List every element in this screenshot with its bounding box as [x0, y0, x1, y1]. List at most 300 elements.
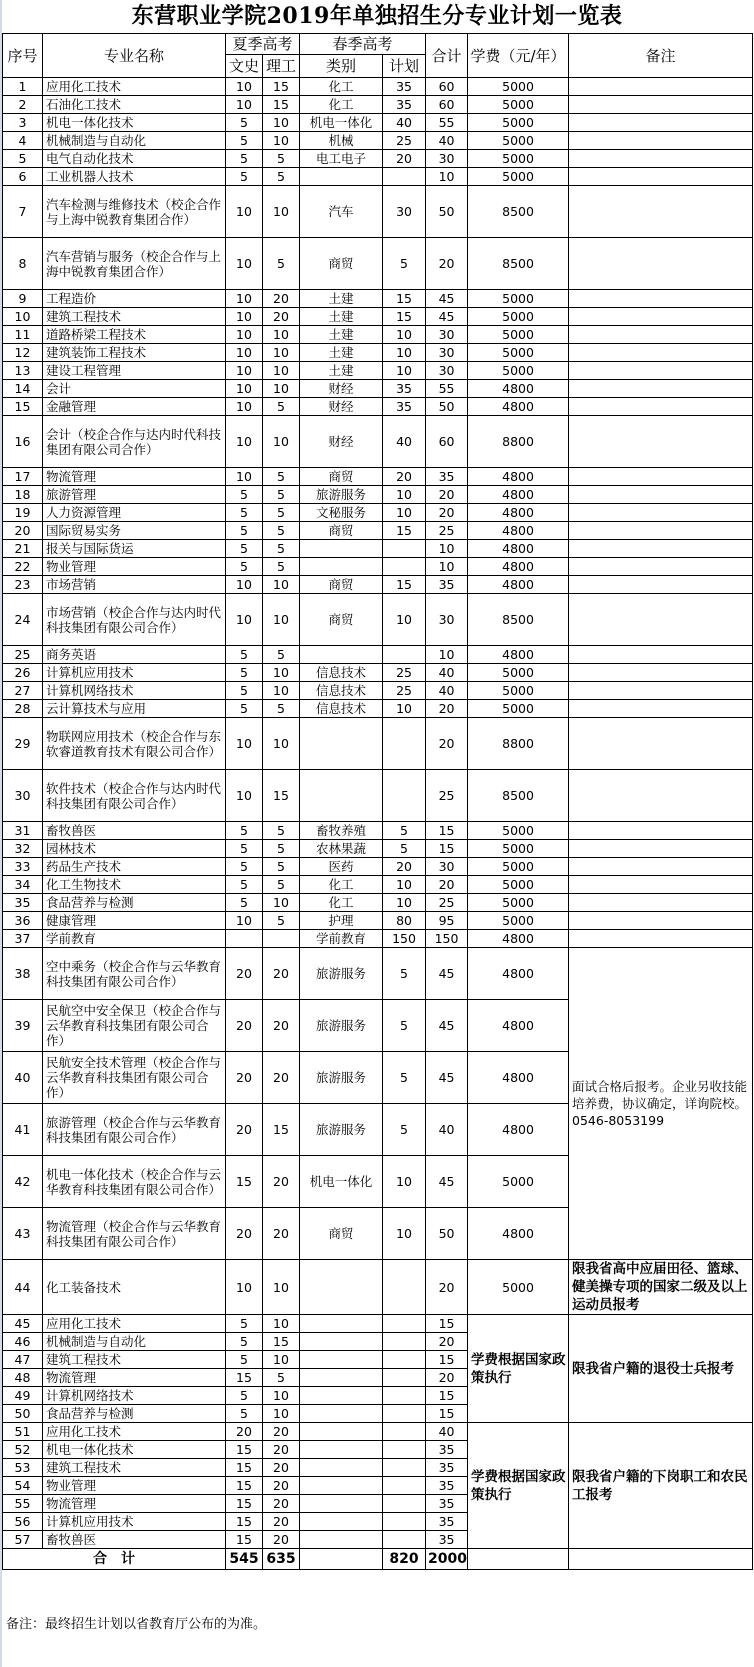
- cell-spring-category: [300, 1477, 383, 1495]
- cell-summer-wenshi: 5: [226, 558, 263, 576]
- cell-fee: 5000: [468, 168, 569, 186]
- cell-spring-category: 土建: [300, 362, 383, 380]
- cell-seq: 45: [3, 1315, 43, 1333]
- cell-summer-wenshi: 10: [226, 594, 263, 646]
- cell-seq: 4: [3, 132, 43, 150]
- cell-spring-plan: 25: [383, 664, 426, 682]
- table-row: [3, 78, 753, 96]
- cell-spring-plan: 10: [383, 1156, 426, 1208]
- table-row: [3, 858, 753, 876]
- cell-summer-ligong: 10: [263, 344, 300, 362]
- cell-summer-wenshi: 10: [226, 1260, 263, 1315]
- cell-seq: 49: [3, 1387, 43, 1405]
- cell-summer-ligong: 5: [263, 150, 300, 168]
- cell-major: 电气自动化技术: [43, 150, 226, 168]
- enrollment-table: [2, 33, 753, 1570]
- table-row: [3, 700, 753, 718]
- cell-major: 国际贸易实务: [43, 522, 226, 540]
- cell-total: 10: [426, 540, 468, 558]
- cell-spring-plan: [383, 1369, 426, 1387]
- cell-spring-plan: 10: [383, 876, 426, 894]
- cell-total: 40: [426, 1104, 468, 1156]
- cell-seq: 16: [3, 416, 43, 468]
- cell-major: 化工装备技术: [43, 1260, 226, 1315]
- cell-summer-wenshi: 5: [226, 504, 263, 522]
- cell-spring-category: 商贸: [300, 1208, 383, 1260]
- cell-seq: 6: [3, 168, 43, 186]
- cell-spring-category: [300, 558, 383, 576]
- cell-summer-wenshi: 20: [226, 1104, 263, 1156]
- cell-summer-wenshi: 10: [226, 380, 263, 398]
- header-summer: 夏季高考: [226, 34, 300, 55]
- cell-summer-wenshi: 5: [226, 114, 263, 132]
- cell-seq: 35: [3, 894, 43, 912]
- cell-notes: [569, 718, 753, 770]
- cell-total: 10: [426, 646, 468, 664]
- cell-total: 20: [426, 700, 468, 718]
- table-row: [3, 290, 753, 308]
- cell-major: 畜牧兽医: [43, 1531, 226, 1549]
- table-row: [3, 930, 753, 948]
- cell-summer-ligong: 10: [263, 1260, 300, 1315]
- cell-fee: 5000: [468, 1156, 569, 1208]
- cell-spring-category: 畜牧养殖: [300, 822, 383, 840]
- cell-major: 物业管理: [43, 558, 226, 576]
- cell-spring-plan: 5: [383, 840, 426, 858]
- cell-spring-plan: [383, 1387, 426, 1405]
- cell-spring-category: 财经: [300, 398, 383, 416]
- cell-summer-wenshi: 5: [226, 822, 263, 840]
- cell-total: 35: [426, 1441, 468, 1459]
- cell-spring-plan: 10: [383, 344, 426, 362]
- cell-total: 45: [426, 290, 468, 308]
- cell-summer-ligong: 10: [263, 894, 300, 912]
- table-row: [3, 362, 753, 380]
- cell-total: 10: [426, 558, 468, 576]
- cell-spring-category: [300, 1260, 383, 1315]
- cell-spring-category: 护理: [300, 912, 383, 930]
- cell-fee: 5000: [468, 326, 569, 344]
- cell-major: 民航空中安全保卫（校企合作与云华教育科技集团有限公司合作）: [43, 1000, 226, 1052]
- cell-fee: 4800: [468, 1052, 569, 1104]
- cell-notes: [569, 576, 753, 594]
- cell-total: 45: [426, 948, 468, 1000]
- cell-total: 60: [426, 416, 468, 468]
- cell-major: 应用化工技术: [43, 1423, 226, 1441]
- cell-seq: 40: [3, 1052, 43, 1104]
- cell-spring-plan: 20: [383, 858, 426, 876]
- cell-spring-plan: 40: [383, 416, 426, 468]
- cell-seq: 10: [3, 308, 43, 326]
- cell-major: 建筑工程技术: [43, 308, 226, 326]
- cell-spring-category: 信息技术: [300, 700, 383, 718]
- cell-spring-plan: 30: [383, 186, 426, 238]
- cell-total: 35: [426, 468, 468, 486]
- cell-total: 20: [426, 504, 468, 522]
- cell-spring-plan: [383, 1495, 426, 1513]
- cell-seq: 43: [3, 1208, 43, 1260]
- cell-notes: [569, 186, 753, 238]
- cell-seq: 55: [3, 1495, 43, 1513]
- cell-summer-ligong: 20: [263, 1156, 300, 1208]
- cell-summer-ligong: 10: [263, 362, 300, 380]
- cell-summer-wenshi: 15: [226, 1369, 263, 1387]
- cell-summer-wenshi: 15: [226, 1477, 263, 1495]
- cell-spring-plan: 35: [383, 380, 426, 398]
- cell-seq: 19: [3, 504, 43, 522]
- cell-spring-category: 财经: [300, 416, 383, 468]
- cell-seq: 7: [3, 186, 43, 238]
- cell-summer-wenshi: 5: [226, 522, 263, 540]
- header-spring-category: 类别: [300, 55, 383, 78]
- cell-major: 物流管理（校企合作与云华教育科技集团有限公司合作）: [43, 1208, 226, 1260]
- cell-notes: [569, 930, 753, 948]
- cell-fee: 4800: [468, 576, 569, 594]
- cell-major: 工业机器人技术: [43, 168, 226, 186]
- table-row: [3, 132, 753, 150]
- cell-total: 50: [426, 1208, 468, 1260]
- cell-spring-category: 土建: [300, 290, 383, 308]
- cell-major: 人力资源管理: [43, 504, 226, 522]
- cell-total: 15: [426, 1387, 468, 1405]
- cell-total: 40: [426, 682, 468, 700]
- table-row: [3, 540, 753, 558]
- cell-major: 汽车检测与维修技术（校企合作与上海中锐教育集团合作）: [43, 186, 226, 238]
- cell-fee: 5000: [468, 682, 569, 700]
- cell-total: 35: [426, 1531, 468, 1549]
- cell-summer-ligong: 10: [263, 718, 300, 770]
- cell-spring-category: [300, 168, 383, 186]
- cell-total: 15: [426, 1315, 468, 1333]
- cell-notes: [569, 700, 753, 718]
- cell-spring-category: 汽车: [300, 186, 383, 238]
- cell-spring-plan: [383, 770, 426, 822]
- cell-notes: [569, 858, 753, 876]
- totals-category: [300, 1549, 383, 1570]
- cell-spring-plan: 20: [383, 150, 426, 168]
- cell-major: 建设工程管理: [43, 362, 226, 380]
- cell-fee: 5000: [468, 308, 569, 326]
- cell-spring-plan: [383, 1441, 426, 1459]
- cell-total: 50: [426, 186, 468, 238]
- cell-major: 商务英语: [43, 646, 226, 664]
- table-row: [3, 150, 753, 168]
- cell-total: 45: [426, 1156, 468, 1208]
- cell-fee: 4800: [468, 504, 569, 522]
- cell-spring-category: [300, 1405, 383, 1423]
- header-total: 合计: [426, 34, 468, 78]
- cell-summer-wenshi: 5: [226, 700, 263, 718]
- cell-summer-wenshi: 5: [226, 1387, 263, 1405]
- notes-athletes: 限我省高中应届田径、篮球、健美操专项的国家二级及以上运动员报考: [569, 1260, 753, 1315]
- cell-spring-plan: 10: [383, 700, 426, 718]
- cell-summer-wenshi: 5: [226, 168, 263, 186]
- cell-fee: 5000: [468, 822, 569, 840]
- cell-seq: 53: [3, 1459, 43, 1477]
- cell-spring-category: 学前教育: [300, 930, 383, 948]
- cell-spring-plan: [383, 558, 426, 576]
- cell-fee: 4800: [468, 380, 569, 398]
- cell-spring-plan: 80: [383, 912, 426, 930]
- cell-summer-wenshi: 10: [226, 912, 263, 930]
- cell-summer-ligong: 5: [263, 486, 300, 504]
- cell-total: 60: [426, 96, 468, 114]
- cell-spring-category: [300, 1333, 383, 1351]
- cell-total: 20: [426, 238, 468, 290]
- cell-fee: 4800: [468, 930, 569, 948]
- cell-seq: 51: [3, 1423, 43, 1441]
- cell-total: 40: [426, 664, 468, 682]
- cell-notes: [569, 664, 753, 682]
- cell-major: 机电一体化技术（校企合作与云华教育科技集团有限公司合作）: [43, 1156, 226, 1208]
- totals-total: 2000: [426, 1549, 468, 1570]
- cell-summer-ligong: 15: [263, 78, 300, 96]
- cell-summer-wenshi: 15: [226, 1495, 263, 1513]
- cell-seq: 23: [3, 576, 43, 594]
- cell-summer-ligong: 5: [263, 1369, 300, 1387]
- cell-total: 30: [426, 326, 468, 344]
- cell-total: 55: [426, 114, 468, 132]
- cell-summer-ligong: 5: [263, 168, 300, 186]
- cell-summer-wenshi: 10: [226, 326, 263, 344]
- cell-summer-wenshi: 5: [226, 858, 263, 876]
- cell-summer-ligong: 15: [263, 1104, 300, 1156]
- cell-notes: [569, 114, 753, 132]
- cell-seq: 34: [3, 876, 43, 894]
- cell-major: 物业管理: [43, 1477, 226, 1495]
- cell-total: 35: [426, 1459, 468, 1477]
- cell-summer-wenshi: 20: [226, 1423, 263, 1441]
- table-row: [3, 576, 753, 594]
- cell-seq: 39: [3, 1000, 43, 1052]
- cell-summer-wenshi: 10: [226, 238, 263, 290]
- cell-spring-category: 旅游服务: [300, 486, 383, 504]
- cell-notes: [569, 150, 753, 168]
- cell-major: 物流管理: [43, 1369, 226, 1387]
- cell-spring-category: 化工: [300, 876, 383, 894]
- header-fee: 学费（元/年）: [468, 34, 569, 78]
- cell-summer-ligong: 5: [263, 238, 300, 290]
- cell-summer-wenshi: 10: [226, 416, 263, 468]
- cell-notes: [569, 416, 753, 468]
- totals-fee: [468, 1549, 569, 1570]
- table-row: [3, 646, 753, 664]
- cell-fee: 8500: [468, 238, 569, 290]
- cell-major: 计算机网络技术: [43, 682, 226, 700]
- table-row: [3, 664, 753, 682]
- cell-notes: [569, 486, 753, 504]
- header-major: 专业名称: [43, 34, 226, 78]
- cell-major: 建筑工程技术: [43, 1351, 226, 1369]
- cell-total: 30: [426, 344, 468, 362]
- cell-spring-plan: 35: [383, 398, 426, 416]
- cell-major: 计算机应用技术: [43, 664, 226, 682]
- header-summer-wenshi: 文史: [226, 55, 263, 78]
- cell-fee: 8800: [468, 718, 569, 770]
- table-row: [3, 718, 753, 770]
- cell-summer-ligong: 5: [263, 504, 300, 522]
- cell-major: 旅游管理: [43, 486, 226, 504]
- cell-fee: 5000: [468, 96, 569, 114]
- cell-notes: [569, 380, 753, 398]
- cell-major: 报关与国际货运: [43, 540, 226, 558]
- cell-seq: 1: [3, 78, 43, 96]
- cell-summer-ligong: 5: [263, 840, 300, 858]
- cell-major: 机械制造与自动化: [43, 1333, 226, 1351]
- table-row: [3, 468, 753, 486]
- cell-summer-ligong: 20: [263, 308, 300, 326]
- cell-total: 45: [426, 308, 468, 326]
- cell-seq: 27: [3, 682, 43, 700]
- cell-summer-ligong: 10: [263, 1351, 300, 1369]
- table-row: [3, 380, 753, 398]
- cell-summer-ligong: 20: [263, 1495, 300, 1513]
- cell-spring-plan: [383, 540, 426, 558]
- cell-spring-category: 旅游服务: [300, 1000, 383, 1052]
- cell-notes: [569, 876, 753, 894]
- page-title: 东营职业学院2019年单独招生分专业计划一览表: [131, 3, 623, 29]
- totals-label: 合 计: [3, 1549, 226, 1570]
- cell-major: 空中乘务（校企合作与云华教育科技集团有限公司合作）: [43, 948, 226, 1000]
- cell-summer-ligong: 20: [263, 1531, 300, 1549]
- cell-seq: 5: [3, 150, 43, 168]
- cell-spring-plan: 25: [383, 682, 426, 700]
- cell-total: 150: [426, 930, 468, 948]
- notes-veterans: 限我省户籍的退役士兵报考: [569, 1315, 753, 1423]
- cell-spring-plan: 15: [383, 576, 426, 594]
- cell-spring-plan: 10: [383, 326, 426, 344]
- cell-summer-wenshi: 5: [226, 1405, 263, 1423]
- cell-summer-wenshi: 5: [226, 664, 263, 682]
- cell-seq: 13: [3, 362, 43, 380]
- cell-seq: 2: [3, 96, 43, 114]
- cell-spring-plan: [383, 718, 426, 770]
- cell-major: 会计: [43, 380, 226, 398]
- cell-spring-plan: 5: [383, 1104, 426, 1156]
- cell-major: 物联网应用技术（校企合作与东软睿道教育技术有限公司合作）: [43, 718, 226, 770]
- totals-wenshi: 545: [226, 1549, 263, 1570]
- cell-summer-ligong: 10: [263, 1405, 300, 1423]
- cell-seq: 42: [3, 1156, 43, 1208]
- cell-spring-plan: 10: [383, 362, 426, 380]
- table-row: [3, 308, 753, 326]
- cell-summer-ligong: 5: [263, 646, 300, 664]
- cell-major: 食品营养与检测: [43, 894, 226, 912]
- cell-spring-plan: 10: [383, 1208, 426, 1260]
- cell-summer-ligong: 5: [263, 398, 300, 416]
- fee-policy-workers: 学费根据国家政策执行: [468, 1423, 569, 1549]
- cell-notes: [569, 822, 753, 840]
- cell-spring-category: 土建: [300, 326, 383, 344]
- cell-spring-category: 信息技术: [300, 664, 383, 682]
- cell-summer-ligong: 5: [263, 912, 300, 930]
- cell-summer-ligong: 10: [263, 1315, 300, 1333]
- cell-spring-plan: [383, 1315, 426, 1333]
- cell-spring-category: 商贸: [300, 594, 383, 646]
- cell-summer-wenshi: 5: [226, 540, 263, 558]
- cell-spring-plan: 10: [383, 504, 426, 522]
- cell-total: 60: [426, 78, 468, 96]
- cell-fee: 4800: [468, 948, 569, 1000]
- cell-spring-plan: [383, 646, 426, 664]
- cell-spring-plan: 15: [383, 290, 426, 308]
- cell-notes: [569, 308, 753, 326]
- cell-major: 金融管理: [43, 398, 226, 416]
- table-row: [3, 894, 753, 912]
- cell-major: 学前教育: [43, 930, 226, 948]
- cell-spring-plan: [383, 1260, 426, 1315]
- fee-policy-veterans: 学费根据国家政策执行: [468, 1315, 569, 1423]
- cell-major: 会计（校企合作与达内时代科技集团有限公司合作）: [43, 416, 226, 468]
- cell-summer-ligong: 20: [263, 1513, 300, 1531]
- header-spring: 春季高考: [300, 34, 426, 55]
- cell-seq: 11: [3, 326, 43, 344]
- cell-fee: 5000: [468, 344, 569, 362]
- cell-fee: 8500: [468, 594, 569, 646]
- cell-spring-plan: 5: [383, 822, 426, 840]
- cell-seq: 54: [3, 1477, 43, 1495]
- cell-notes: [569, 326, 753, 344]
- cell-summer-wenshi: 10: [226, 308, 263, 326]
- table-row: [3, 96, 753, 114]
- cell-spring-category: 机电一体化: [300, 1156, 383, 1208]
- cell-summer-ligong: 10: [263, 664, 300, 682]
- cell-summer-ligong: 10: [263, 416, 300, 468]
- cell-summer-wenshi: 5: [226, 682, 263, 700]
- header-spring-plan: 计划: [383, 55, 426, 78]
- cell-major: 物流管理: [43, 1495, 226, 1513]
- cell-fee: 4800: [468, 468, 569, 486]
- totals-row: [3, 1549, 753, 1570]
- cell-notes: [569, 132, 753, 150]
- cell-fee: 5000: [468, 894, 569, 912]
- cell-notes: [569, 594, 753, 646]
- cell-seq: 32: [3, 840, 43, 858]
- cell-spring-plan: 5: [383, 1000, 426, 1052]
- cell-summer-wenshi: 5: [226, 646, 263, 664]
- cell-spring-plan: 20: [383, 468, 426, 486]
- cell-summer-wenshi: 10: [226, 362, 263, 380]
- cell-major: 旅游管理（校企合作与云华教育科技集团有限公司合作）: [43, 1104, 226, 1156]
- cell-summer-ligong: 20: [263, 1052, 300, 1104]
- cell-spring-category: 化工: [300, 96, 383, 114]
- table-row: [3, 486, 753, 504]
- cell-total: 15: [426, 822, 468, 840]
- cell-summer-ligong: 20: [263, 1477, 300, 1495]
- cell-total: 95: [426, 912, 468, 930]
- cell-summer-wenshi: 10: [226, 770, 263, 822]
- cell-summer-ligong: 10: [263, 186, 300, 238]
- cell-summer-ligong: 15: [263, 1333, 300, 1351]
- cell-fee: 4800: [468, 1000, 569, 1052]
- cell-major: 机电一体化技术: [43, 1441, 226, 1459]
- cell-seq: 30: [3, 770, 43, 822]
- cell-notes: [569, 504, 753, 522]
- notes-workers: 限我省户籍的下岗职工和农民工报考: [569, 1423, 753, 1549]
- cell-major: 石油化工技术: [43, 96, 226, 114]
- cell-major: 化工生物技术: [43, 876, 226, 894]
- cell-summer-ligong: 5: [263, 858, 300, 876]
- cell-summer-ligong: 15: [263, 770, 300, 822]
- cell-seq: 18: [3, 486, 43, 504]
- cell-spring-category: 农林果蔬: [300, 840, 383, 858]
- cell-notes: [569, 770, 753, 822]
- cell-fee: 5000: [468, 1260, 569, 1315]
- table-row: [3, 504, 753, 522]
- cell-notes: [569, 682, 753, 700]
- cell-summer-wenshi: 5: [226, 1315, 263, 1333]
- cell-seq: 47: [3, 1351, 43, 1369]
